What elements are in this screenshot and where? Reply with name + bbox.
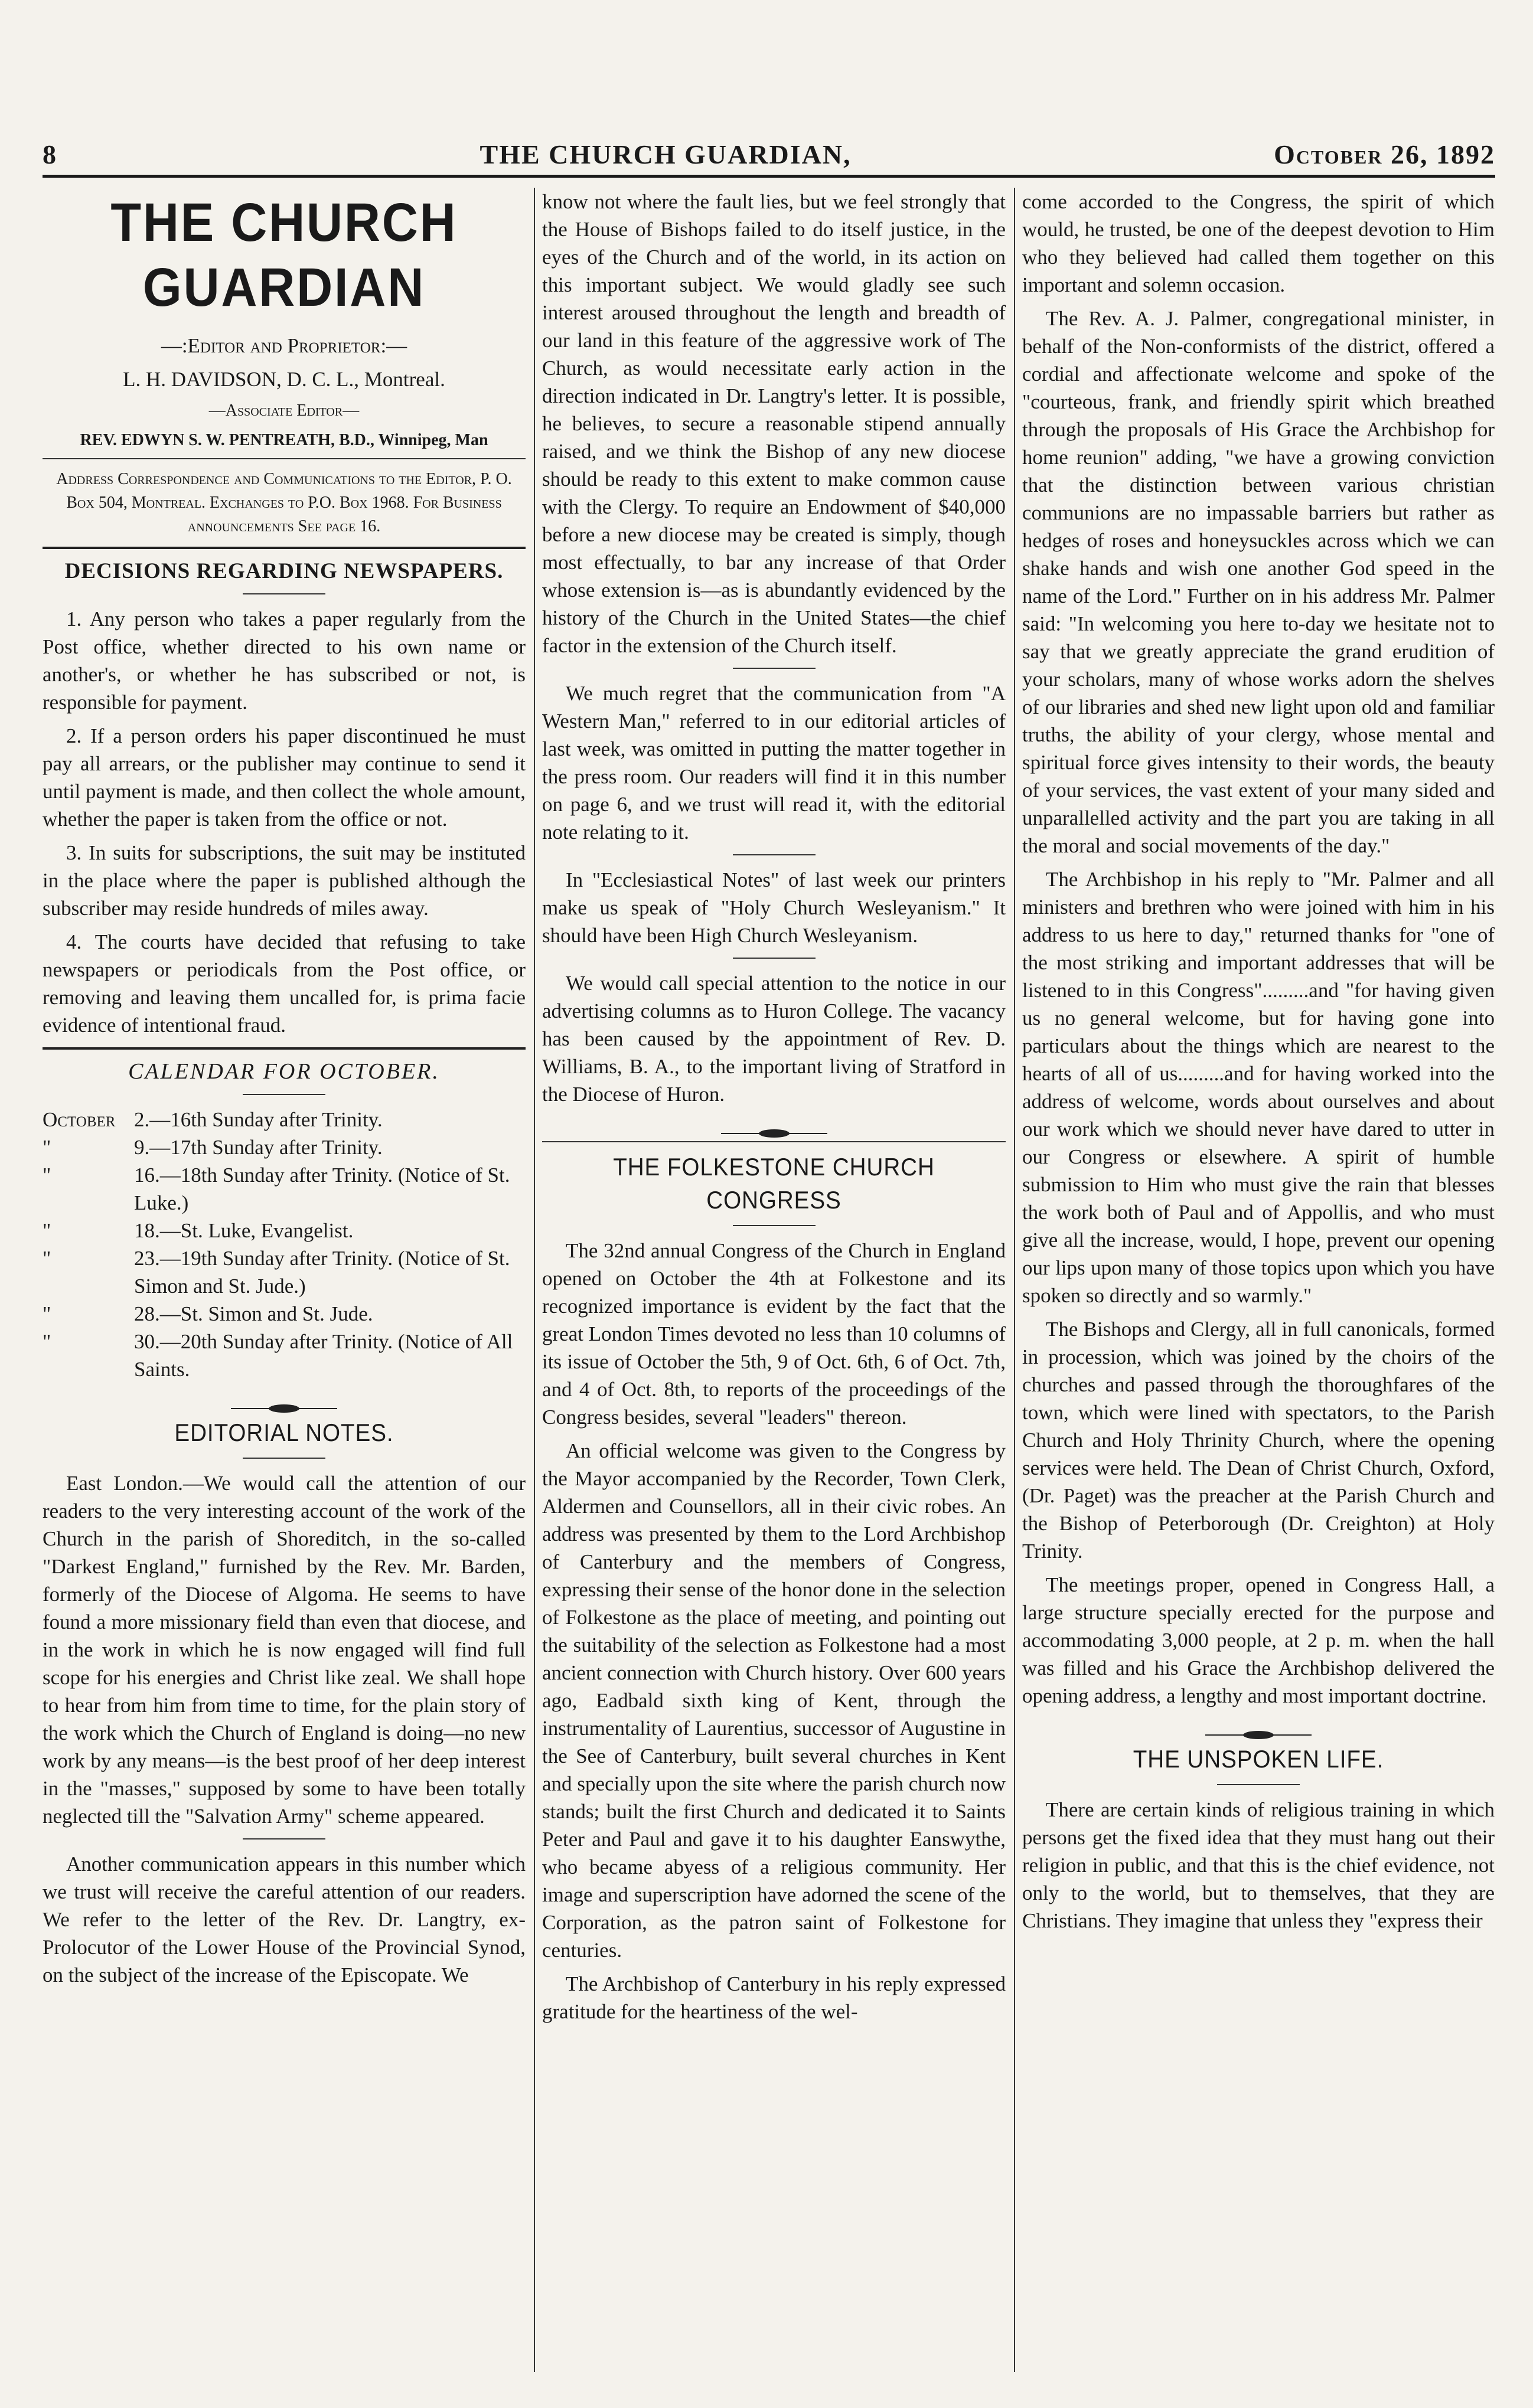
- editorial-paragraph: We would call special attention to the notice in our advertising columns as to Huron College. The vacancy has been caused by the appointment of Rev. D. Williams, B. A., to the important living of Stratford in the Diocese of Huron.: [542, 972, 1006, 1106]
- ornament-divider: [542, 1119, 1006, 1131]
- editorial-heading: EDITORIAL NOTES.: [174, 1419, 394, 1446]
- folkestone-paragraph: The Bishops and Clergy, all in full canonicals, formed in procession, which was joined by the choirs of the churches and passed through the thoroughfares of the town, which were lined with spectators, to the Parish Church and Holy Thrinity Church, where the opening services were held. The Dean of Christ Church, Oxford, (Dr. Paget) was the preacher at the Parish Church and the Bishop of Peterborough (Dr. Creighton) at Holy Trinity.: [1022, 1318, 1495, 1563]
- editorial-paragraph: Another communication appears in this number which we trust will receive the careful attention of our readers. We refer to the letter of the Rev. Dr. Langtry, ex-Prolocutor of the Lower House of the Provincial Synod, on the subject of the increase of the Episcopate. We: [43, 1852, 526, 1986]
- editor-line: —:Editor and Proprietor:—: [161, 334, 407, 357]
- ornament-divider: [1022, 1720, 1495, 1732]
- rule: [733, 668, 816, 669]
- masthead-title: THE CHURCH GUARDIAN: [110, 192, 458, 318]
- address-block: Address Correspondence and Communications to the Editor, P. O. Box 504, Montreal. Exchanges to P.O. Box 1968. For Business announcements See page 16.: [56, 470, 512, 535]
- rule: [43, 1047, 526, 1050]
- rule: [243, 1838, 325, 1840]
- ornament-divider: [43, 1394, 526, 1406]
- column-divider: [1014, 188, 1015, 2372]
- calendar-row: " 16.—18th Sunday after Trinity. (Notice of St. Luke.): [43, 1164, 510, 1214]
- editorial-paragraph: In "Ecclesiastical Notes" of last week our printers make us speak of "Holy Church Wesleyanism." It should have been High Church Wesleyanism.: [542, 868, 1006, 947]
- header-rule: [43, 175, 1495, 178]
- editor-name: L. H. DAVIDSON, D. C. L., Montreal.: [123, 368, 445, 391]
- rule: [243, 593, 325, 594]
- rule: [243, 1458, 325, 1459]
- folkestone-paragraph: An official welcome was given to the Congress by the Mayor accompanied by the Recorder, Town Clerk, Aldermen and Counsellors, all in their civic robes. An address was presented by them to the Lord Archbishop of Canterbury and the members of Congress, expressing their sense of the honor done in the selection of Folkestone as the place of meeting, and pointing out the suitability of the selection as Folkestone had a most ancient connection with Church history. Over 600 years ago, Eadbald sixth king of Kent, through the instrumentality of Laurentius, successor of Augustine in the See of Canterbury, built several churches in Kent and specially upon the site where the parish church now stands; built the first Church and dedicated it to Saints Peter and Paul and gave it to his daughter Eanswythe, who became abyess of a religious community. Her image and superscription have adorned the scene of the Corporation, as the patron saint of Folkestone for centuries.: [542, 1439, 1006, 1962]
- rule: [733, 1225, 816, 1226]
- calendar-row: " 23.—19th Sunday after Trinity. (Notice of St. Simon and St. Jude.): [43, 1247, 510, 1298]
- rule: [243, 1094, 325, 1095]
- associate-name: REV. EDWYN S. W. PENTREATH, B.D., Winnipeg, Man: [80, 431, 488, 449]
- newspaper-title: THE CHURCH GUARDIAN,: [480, 139, 852, 169]
- decision-item: 3. In suits for subscriptions, the suit may be instituted in the place where the paper is published although the subscriber may reside hundreds of miles away.: [43, 841, 526, 920]
- issue-date: October 26, 1892: [1274, 139, 1495, 169]
- editorial-paragraph: East London.—We would call the attention of our readers to the very interesting account of the work of the Church in the parish of Shoreditch, in the so-called "Darkest England," furnished by the Rev. Mr. Barden, formerly of the Diocese of Algoma. He seems to have found a more missionary field than even that diocese, and in the work in which he is now engaged will find full scope for his energies and Christ like zeal. We shall hope to hear from him from time to time, for the plain story of the work which the Church of England is doing—no new work by any means—is the best proof of her deep interest in the "masses," supposed by some to have been totally neglected till the "Salvation Army" scheme appeared.: [43, 1472, 526, 1828]
- running-head: [43, 129, 1495, 170]
- editorial-paragraph: We much regret that the communication from "A Western Man," referred to in our editorial articles of last week, was omitted in putting the matter together in the press room. Our readers will find it in this number on page 6, and we trust will read it, with the editorial note relating to it.: [542, 682, 1006, 844]
- decision-item: 4. The courts have decided that refusing to take newspapers or periodicals from the Post office, or removing and leaving them uncalled for, is prima facie evidence of intentional fraud.: [43, 930, 526, 1037]
- folkestone-paragraph: The meetings proper, opened in Congress Hall, a large structure specially erected for the purpose and accommodating 3,000 people, at 2 p. m. when the hall was filled and his Grace the Archbishop delivered the opening address, a lengthy and most important doctrine.: [1022, 1573, 1495, 1707]
- decision-item: 2. If a person orders his paper discontinued he must pay all arrears, or the publisher may continue to send it until payment is made, and then collect the whole amount, whether the paper is taken from the office or not.: [43, 724, 526, 831]
- column-2: [542, 188, 1006, 2372]
- folkestone-paragraph: The Archbishop of Canterbury in his reply expressed gratitude for the heartiness of the wel-: [542, 1972, 1006, 2023]
- calendar-row: " 30.—20th Sunday after Trinity. (Notice of All Saints.: [43, 1330, 513, 1381]
- unspoken-paragraph: There are certain kinds of religious training in which persons get the fixed idea that they must hang out their religion in public, and that this is the chief evidence, not only to the world, but to themselves, that they are Christians. They imagine that unless they "express their: [1022, 1798, 1495, 1932]
- decision-item: 1. Any person who takes a paper regularly from the Post office, whether directed to his own name or another's, or whether he has subscribed or not, is responsible for payment.: [43, 607, 526, 714]
- calendar-row: October 2.—16th Sunday after Trinity.: [43, 1108, 383, 1131]
- calendar-heading: CALENDAR FOR OCTOBER.: [128, 1059, 440, 1084]
- rule: [1217, 1784, 1300, 1785]
- decisions-heading: DECISIONS REGARDING NEWSPAPERS.: [64, 559, 504, 583]
- column-1: [43, 188, 526, 2372]
- column-divider: [534, 188, 535, 2372]
- folkestone-paragraph: The Rev. A. J. Palmer, congregational minister, in behalf of the Non-conformists of the district, offered a cordial and affectionate welcome and spoke of the "courteous, frank, and friendly spirit which breathed through the proposals of His Grace the Archbishop for home reunion" adding, "we have a growing conviction that the distinction between various christian communions are no impassable barriers but rather as hedges of roses and honeysuckles across which we can shake hands and wish one another God speed in the name of the Lord." Further on in his address Mr. Palmer said: "In welcoming you here to-day we hesitate not to say that we greatly appreciate the grand erudition of your scholars, many of whose works adorn the shelves of our libraries and shed new light upon old and familiar truths, the ability of your clergy, whose mental and spiritual force gives intensity to their words, the beauty of your services, the vast extent of your many sided and unparallelled activity and the part you are taking in all the moral and social movements of the day.": [1022, 307, 1495, 857]
- rule: [43, 547, 526, 549]
- associate-line: —Associate Editor—: [208, 401, 360, 420]
- calendar-row: " 9.—17th Sunday after Trinity.: [43, 1136, 383, 1159]
- rule: [542, 1141, 1006, 1142]
- rule: [733, 958, 816, 959]
- rule: [733, 854, 816, 855]
- folkestone-paragraph: The Archbishop in his reply to "Mr. Palmer and all ministers and brethren who were joined with him in his address to us here to day," returned thanks for "one of the most striking and important addresses that will be listened to in this Congress".........and "for having given us no general welcome, but for having gone into particulars about the things which are nearest to the hearts of all of us.........and for having worked into the address of welcome, words about ourselves and about our work which we should never have dared to utter in our Congress or elsewhere. A spirit of humble submission to Him who must give the rain that blesses the work both of Paul and of Appollis, and who must give all the increase, would, I hope, prevent our opening our lips upon many of those topics upon which you have spoken so directly and so warmly.": [1022, 868, 1495, 1307]
- folkestone-paragraph-continued: come accorded to the Congress, the spirit of which would, he trusted, be one of the deepest devotion to Him who they believed had called them together on this important and solemn occasion.: [1022, 190, 1495, 296]
- rule: [43, 458, 526, 459]
- page-number: 8: [43, 139, 57, 169]
- editorial-paragraph-continued: know not where the fault lies, but we feel strongly that the House of Bishops failed to do itself justice, in the eyes of the Church and of the world, in its action on this important subject. We would gladly see such interest aroused throughout the length and breadth of our land in this feature of the aggressive work of The Church, as would necessitate early action in the direction indicated in Dr. Langtry's letter. It is possible, he believes, to secure a reasonable stipend annually raised, and we think the Bishop of any new diocese should be ready to this extent to make common cause with the Clergy. To require an Endowment of $40,000 before a new diocese may be created is simply, though most effectually, to bar any increase of that Order whose extension is—as is abundantly evidenced by the history of the Church in the United States—the chief factor in the extension of the Church itself.: [542, 190, 1006, 657]
- unspoken-heading: THE UNSPOKEN LIFE.: [1133, 1745, 1384, 1773]
- calendar-list: [43, 1106, 526, 1383]
- calendar-row: " 28.—St. Simon and St. Jude.: [43, 1302, 373, 1325]
- folkestone-heading: THE FOLKESTONE CHURCH CONGRESS: [613, 1153, 935, 1214]
- folkestone-paragraph: The 32nd annual Congress of the Church in England opened on October the 4th at Folkestone and its recognized importance is evident by the fact that the great London Times devoted no less than 10 columns of its issue of October the 5th, 9 of Oct. 6th, 6 of Oct. 7th, and 4 of Oct. 8th, to reports of the proceedings of the Congress besides, several "leaders" thereon.: [542, 1239, 1006, 1429]
- calendar-row: " 18.—St. Luke, Evangelist.: [43, 1219, 354, 1242]
- column-3: [1022, 188, 1495, 2372]
